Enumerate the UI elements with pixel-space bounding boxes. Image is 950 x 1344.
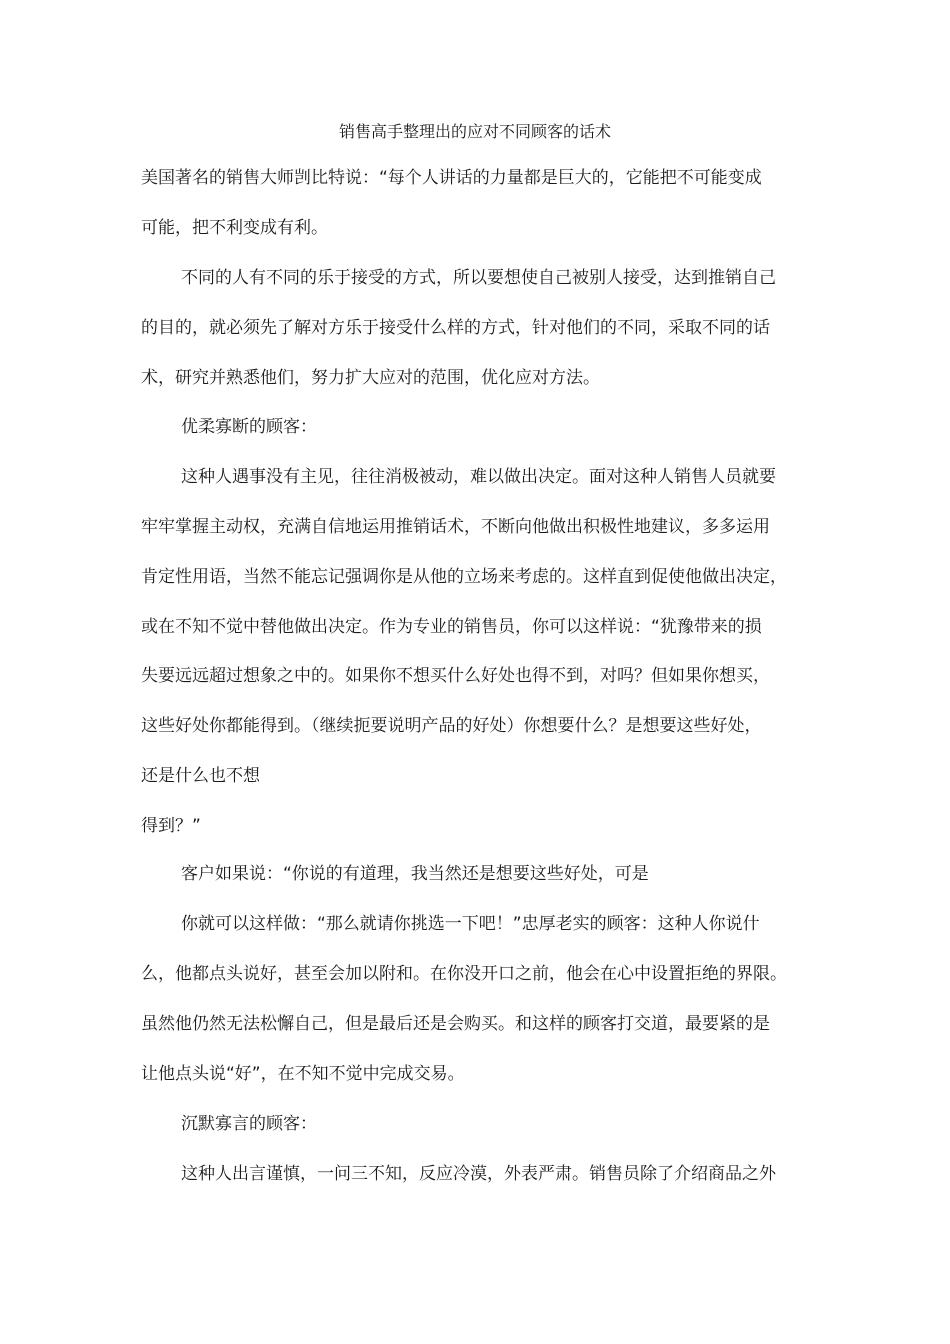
text-line: 失要远远超过想象之中的。如果你不想买什么好处也得不到，对吗？但如果你想买， — [141, 666, 770, 686]
text-line: 或在不知不觉中替他做出决定。作为专业的销售员，你可以这样说：“犹豫带来的损 — [141, 617, 762, 637]
section-heading: 沉默寡言的顾客： — [181, 1114, 317, 1134]
text-line: 客户如果说：“你说的有道理，我当然还是想要这些好处，可是 — [181, 864, 649, 884]
text-line: 虽然他仍然无法松懈自己，但是最后还是会购买。和这样的顾客打交道，最要紧的是 — [141, 1014, 770, 1034]
text-line: 牢牢掌握主动权，充满自信地运用推销话术，不断向他做出积极性地建议，多多运用 — [141, 517, 770, 537]
text-line: 美国著名的销售大师剀比特说：“每个人讲话的力量都是巨大的，它能把不可能变成 — [141, 168, 762, 188]
text-line: 术，研究并熟悉他们，努力扩大应对的范围，优化应对方法。 — [141, 368, 600, 388]
section-heading: 优柔寡断的顾客： — [181, 417, 317, 437]
text-line: 的目的，就必须先了解对方乐于接受什么样的方式，针对他们的不同，采取不同的话 — [141, 318, 770, 338]
text-line: 得到？” — [141, 816, 201, 836]
text-line: 可能，把不利变成有利。 — [141, 218, 328, 238]
text-line: 这种人遇事没有主见，往往消极被动，难以做出决定。面对这种人销售人员就要 — [181, 467, 776, 487]
document-title: 销售高手整理出的应对不同顾客的话术 — [338, 122, 611, 141]
text-line: 这种人出言谨慎，一问三不知，反应冷漠，外表严肃。销售员除了介绍商品之外 — [181, 1164, 776, 1184]
text-line: 还是什么也不想 — [141, 766, 260, 786]
text-line: 你就可以这样做：“那么就请你挑选一下吧！”忠厚老实的顾客：这种人你说什 — [181, 914, 760, 934]
text-line: 这些好处你都能得到。（继续扼要说明产品的好处）你想要什么？是想要这些好处， — [141, 716, 762, 736]
text-line: 让他点头说“好”，在不知不觉中完成交易。 — [141, 1064, 465, 1084]
text-line: 么，他都点头说好，甚至会加以附和。在你没开口之前，他会在心中设置拒绝的界限。 — [141, 964, 787, 984]
text-line: 不同的人有不同的乐于接受的方式，所以要想使自己被别人接受，达到推销自己 — [181, 268, 776, 288]
text-line: 肯定性用语，当然不能忘记强调你是从他的立场来考虑的。这样直到促使他做出决定， — [141, 567, 787, 587]
